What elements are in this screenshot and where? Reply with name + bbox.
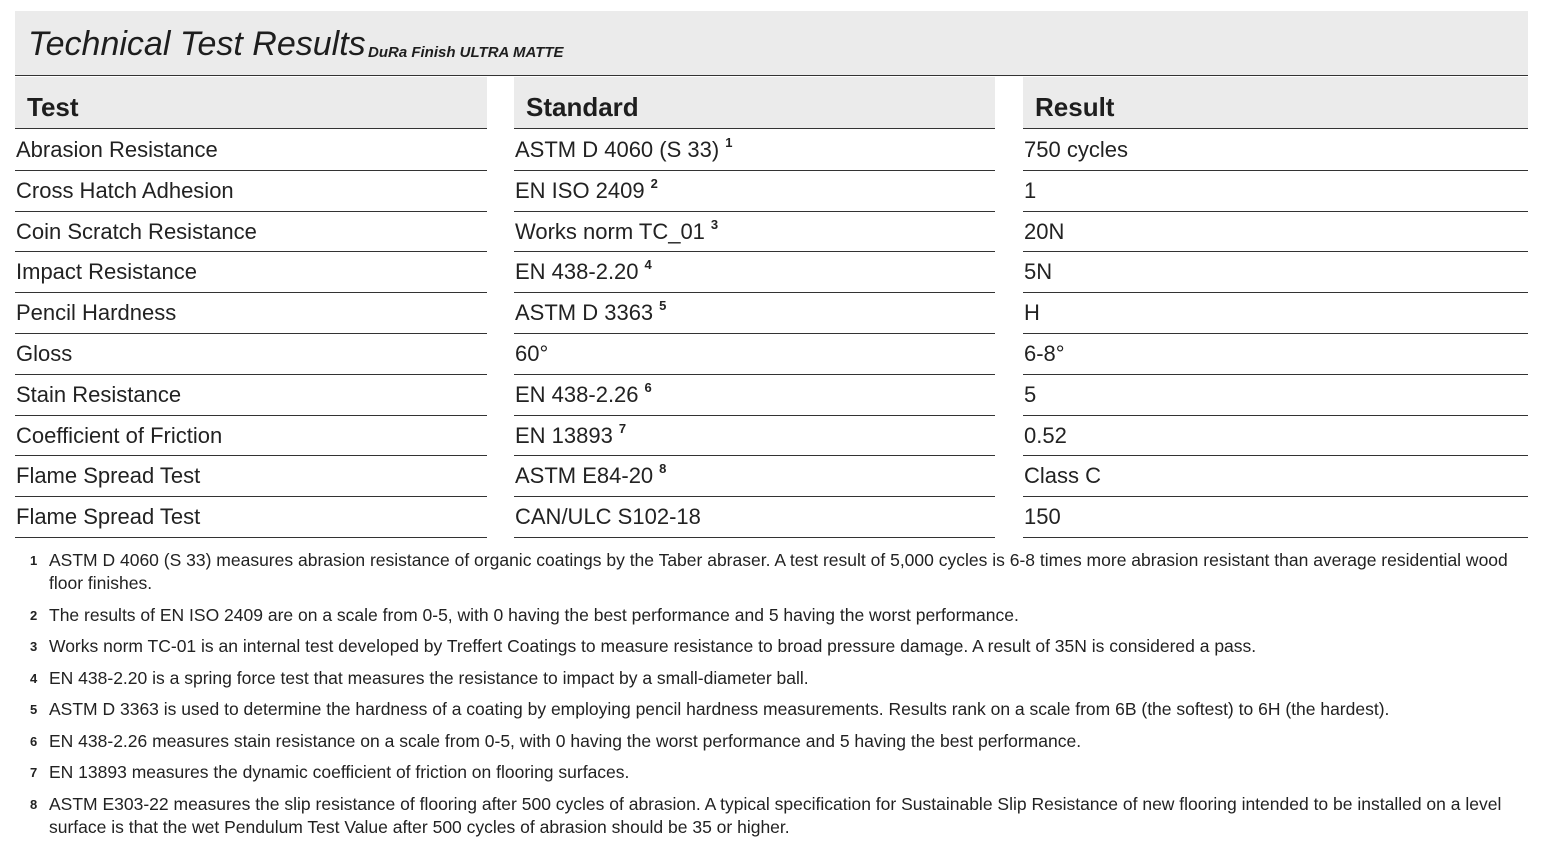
- footnote-ref: 7: [618, 420, 627, 436]
- footnote-number: 1: [30, 553, 38, 568]
- column-header-standard-label: Standard: [526, 92, 639, 122]
- standard-cell: [514, 130, 995, 171]
- column-header-test-label: Test: [27, 92, 79, 122]
- result-value: 5N: [1024, 259, 1053, 285]
- product-name: DuRa Finish ULTRA MATTE: [368, 44, 564, 61]
- test-cell: [15, 212, 487, 253]
- footnote-ref: 6: [644, 379, 652, 395]
- footnote-number: 5: [30, 702, 38, 717]
- standard-cell: [514, 497, 995, 538]
- standard-cell: [514, 334, 995, 375]
- footnotes: [30, 549, 1530, 847]
- footnote-text: EN 438-2.20 is a spring force test that measures the resistance to impact by a small-diameter ball.: [49, 667, 809, 688]
- page-title: Technical Test Results: [28, 25, 366, 63]
- result-cell: [1023, 334, 1528, 375]
- test-name: Gloss: [16, 340, 73, 366]
- footnote-ref: 3: [710, 216, 719, 232]
- standard-name: EN 438-2.26: [515, 381, 639, 407]
- result-value: Class C: [1024, 463, 1102, 489]
- result-value: H: [1024, 300, 1040, 326]
- test-cell: [15, 252, 487, 293]
- title-bar: [15, 11, 1528, 76]
- footnote: [30, 761, 1530, 784]
- test-cell: [15, 293, 487, 334]
- standard-text: [515, 341, 548, 367]
- test-cell: [15, 171, 487, 212]
- standard-cell: [514, 293, 995, 334]
- result-cell: [1023, 497, 1528, 538]
- footnote-number: 8: [30, 796, 38, 812]
- result-value: 0.52: [1024, 422, 1067, 448]
- column-header-test: [15, 77, 487, 129]
- result-cell: [1023, 252, 1528, 293]
- standard-name: EN ISO 2409: [515, 177, 645, 203]
- test-name: Flame Spread Test: [16, 463, 201, 489]
- table-row: [0, 212, 1543, 253]
- standard-cell: [514, 212, 995, 253]
- footnote-number: 3: [30, 639, 38, 654]
- footnote-ref: 4: [644, 257, 652, 273]
- footnote-number: 6: [30, 733, 38, 749]
- footnote-text: ASTM D 4060 (S 33) measures abrasion resistance of organic coatings by the Taber abraser. A test result of 5,000 cycles is 6-8 times more abrasion resistant than average residential wood floor finishes.: [49, 550, 1508, 593]
- standard-text: [515, 175, 658, 204]
- standard-cell: [514, 416, 995, 457]
- footnote-text: EN 13893 measures the dynamic coefficient of friction on flooring surfaces.: [49, 762, 630, 782]
- standard-name: ASTM D 4060 (S 33): [515, 137, 720, 162]
- column-header-result-label: Result: [1035, 92, 1115, 122]
- footnote: [30, 698, 1530, 721]
- standard-text: [515, 379, 652, 408]
- result-value: 1: [1024, 177, 1037, 203]
- footnote: [30, 793, 1530, 839]
- test-cell: [15, 416, 487, 457]
- table-row: [0, 416, 1543, 457]
- footnote-ref: 2: [650, 175, 658, 191]
- standard-text: [515, 137, 732, 163]
- test-name: Stain Resistance: [16, 381, 182, 407]
- test-name: Impact Resistance: [16, 259, 197, 285]
- test-name: Coefficient of Friction: [16, 422, 223, 448]
- standard-text: [515, 463, 666, 489]
- footnote: [30, 667, 1530, 690]
- standard-name: CAN/ULC S102-18: [515, 504, 701, 530]
- footnote-ref: 1: [725, 135, 733, 150]
- test-name: Flame Spread Test: [16, 504, 201, 530]
- test-name: Abrasion Resistance: [16, 137, 218, 162]
- footnote-number: 4: [30, 670, 38, 686]
- standard-text: [515, 420, 627, 449]
- standard-text: [515, 300, 666, 326]
- footnote-text: EN 438-2.26 measures stain resistance on a scale from 0-5, with 0 having the worst performance and 5 having the best performance.: [49, 730, 1082, 751]
- result-cell: [1023, 293, 1528, 334]
- standard-cell: [514, 171, 995, 212]
- footnote-ref: 5: [659, 298, 667, 314]
- footnote-number: 2: [30, 607, 38, 623]
- column-header-standard: [514, 77, 995, 129]
- result-cell: [1023, 212, 1528, 253]
- table-row: [0, 334, 1543, 375]
- result-cell: [1023, 456, 1528, 497]
- result-cell: [1023, 130, 1528, 171]
- footnote: [30, 604, 1530, 627]
- result-value: 6-8°: [1024, 340, 1065, 366]
- table-row: [0, 456, 1543, 497]
- test-cell: [15, 334, 487, 375]
- column-header-result: [1023, 77, 1528, 129]
- footnote-text: ASTM D 3363 is used to determine the hardness of a coating by employing pencil hardness measurements. Results rank on a scale from 6B (the softest) to 6H (the hardest).: [49, 699, 1390, 719]
- standard-cell: [514, 375, 995, 416]
- test-cell: [15, 375, 487, 416]
- table-row: [0, 293, 1543, 334]
- test-cell: [15, 130, 487, 171]
- result-cell: [1023, 375, 1528, 416]
- table-row: [0, 375, 1543, 416]
- footnote-number: 7: [30, 765, 38, 780]
- standard-text: [515, 504, 701, 530]
- results-table: [0, 130, 1543, 538]
- footnote-ref: 8: [659, 461, 667, 477]
- table-row: [0, 171, 1543, 212]
- footnote-text: The results of EN ISO 2409 are on a scale from 0-5, with 0 having the best performance and 5 having the worst performance.: [49, 604, 1019, 625]
- standard-cell: [514, 252, 995, 293]
- table-row: [0, 130, 1543, 171]
- standard-name: 60°: [515, 340, 549, 366]
- standard-text: [515, 216, 719, 245]
- test-name: Cross Hatch Adhesion: [16, 177, 234, 203]
- standard-text: [515, 259, 652, 285]
- standard-name: ASTM D 3363: [515, 300, 654, 326]
- test-name: Coin Scratch Resistance: [16, 218, 257, 244]
- standard-name: ASTM E84-20: [515, 463, 654, 489]
- standard-cell: [514, 456, 995, 497]
- result-value: 750 cycles: [1024, 137, 1128, 162]
- standard-name: Works norm TC_01: [515, 218, 705, 244]
- footnote: [30, 635, 1530, 658]
- test-name: Pencil Hardness: [16, 300, 177, 326]
- table-row: [0, 252, 1543, 293]
- test-cell: [15, 497, 487, 538]
- table-row: [0, 497, 1543, 538]
- standard-name: EN 13893: [515, 422, 613, 448]
- footnote-text: Works norm TC-01 is an internal test developed by Treffert Coatings to measure resistance to broad pressure damage. A result of 35N is considered a pass.: [49, 636, 1257, 656]
- result-cell: [1023, 171, 1528, 212]
- test-cell: [15, 456, 487, 497]
- result-cell: [1023, 416, 1528, 457]
- footnote-text: ASTM E303-22 measures the slip resistance of flooring after 500 cycles of abrasion. A typical specification for Sustainable Slip Resistance of new flooring intended to be installed on a level surface is that the wet Pendulum Test Value after 500 cycles of abrasion should be 35 or higher.: [49, 793, 1502, 837]
- result-value: 150: [1024, 504, 1061, 530]
- footnote: [30, 549, 1530, 595]
- result-value: 20N: [1024, 218, 1065, 244]
- result-value: 5: [1024, 381, 1037, 407]
- standard-name: EN 438-2.20: [515, 259, 639, 285]
- footnote: [30, 730, 1530, 753]
